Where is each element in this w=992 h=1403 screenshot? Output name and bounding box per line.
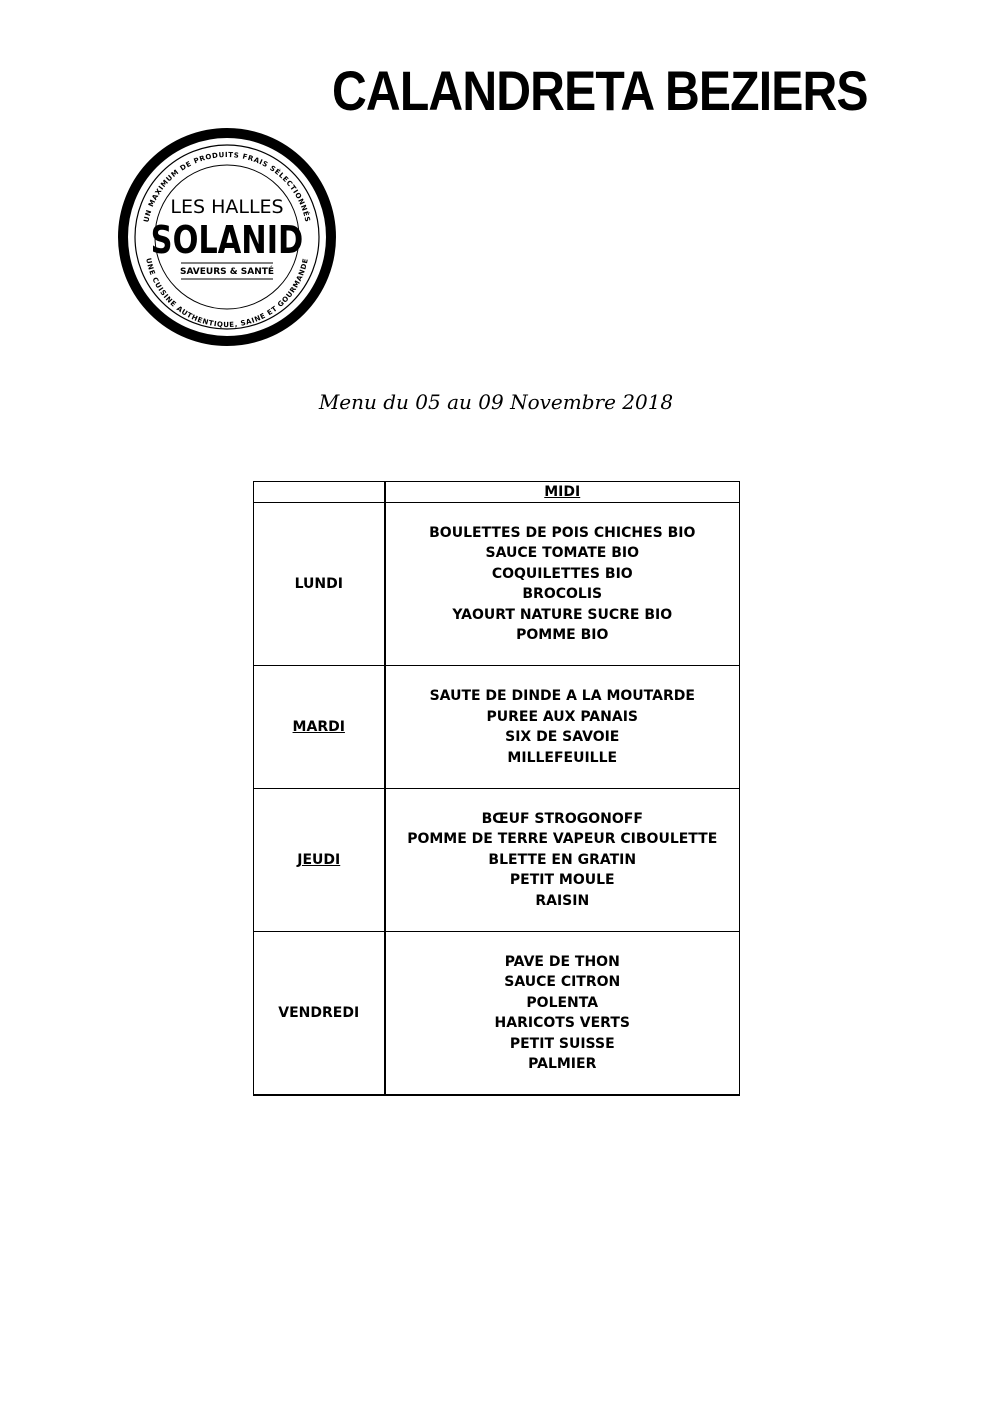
table-row (254, 932, 740, 1096)
logo-line2: SOLANID (150, 218, 304, 263)
dish: POMME DE TERRE VAPEUR CIBOULETTE (407, 831, 718, 848)
dish: HARICOTS VERTS (494, 1015, 630, 1031)
dish: RAISIN (535, 892, 590, 909)
dish: PETIT MOULE (509, 872, 615, 889)
table-row (254, 789, 740, 932)
logo-line1: LES HALLES (170, 196, 284, 218)
day-jeudi (254, 789, 385, 932)
dish: MILLEFEUILLE (507, 749, 618, 766)
logo-ring-bottom: UNE CUISINE AUTHENTIQUE, SAINE ET GOURMANDE (144, 257, 310, 330)
dish: PALMIER (528, 1056, 597, 1072)
dish: POLENTA (526, 994, 599, 1011)
dish: SIX DE SAVOIE (505, 729, 620, 745)
dishes-jeudi (385, 789, 740, 932)
table-row (254, 666, 740, 789)
solanid-logo (117, 127, 337, 347)
dish: SAUCE CITRON (504, 974, 621, 990)
logo-ring-top: UN MAXIMUM DE PRODUITS FRAIS SÉLECTIONNÉS (142, 150, 312, 224)
table-row (254, 503, 740, 666)
dish: PUREE AUX PANAIS (486, 708, 638, 725)
dish: POMME BIO (516, 627, 609, 643)
dish: YAOURT NATURE SUCRE BIO (452, 606, 673, 623)
dish: BŒUF STROGONOFF (481, 810, 643, 827)
menu-table (253, 481, 740, 1096)
menu-subtitle: Menu du 05 au 09 Novembre 2018 (318, 390, 674, 414)
dish: SAUTE DE DINDE A LA MOUTARDE (429, 688, 695, 704)
midi-header (385, 482, 740, 503)
day-mardi (254, 666, 385, 789)
dishes-mardi (385, 666, 740, 789)
dish: BLETTE EN GRATIN (488, 851, 637, 868)
dish: COQUILETTES BIO (491, 565, 633, 582)
midi-header-label: MIDI (544, 484, 581, 500)
dish: SAUCE TOMATE BIO (485, 545, 639, 561)
dish: PAVE DE THON (504, 953, 620, 970)
empty-header-cell (254, 482, 385, 503)
dish: BROCOLIS (522, 586, 603, 602)
dishes-vendredi (385, 932, 740, 1096)
day-lundi: LUNDI (254, 503, 385, 666)
dishes-lundi (385, 503, 740, 666)
page-title: CALANDRETA BEZIERS (332, 59, 868, 122)
table-header-row (254, 482, 740, 503)
day-mardi-label: MARDI (292, 719, 345, 735)
dish: BOULETTES DE POIS CHICHES BIO (429, 524, 696, 541)
dish: PETIT SUISSE (509, 1035, 615, 1052)
day-vendredi: VENDREDI (254, 932, 385, 1096)
day-jeudi-label: JEUDI (297, 852, 341, 868)
logo-line3: SAVEURS & SANTÉ (179, 267, 275, 277)
